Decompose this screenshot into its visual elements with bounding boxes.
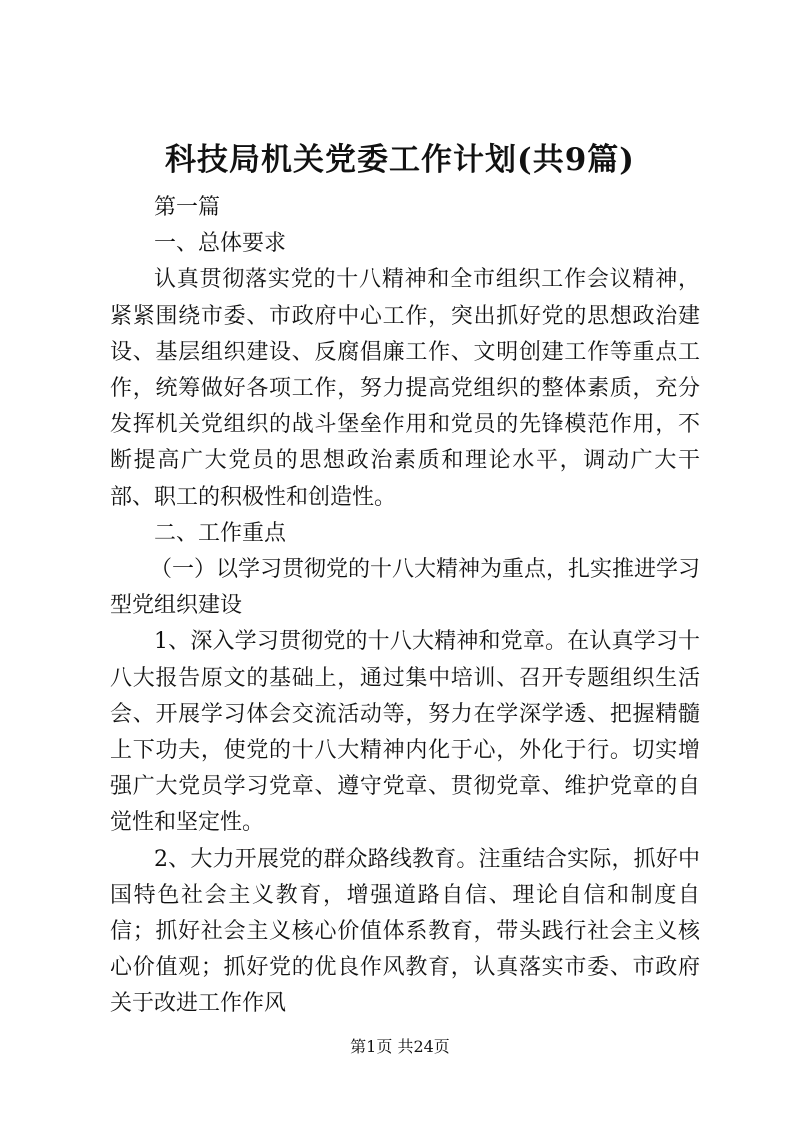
document-body bbox=[110, 190, 700, 1023]
document-title: 科技局机关党委工作计划(共9篇) bbox=[165, 142, 635, 178]
subsection-heading: （一）以学习贯彻党的十八大精神为重点，扎实推进学习型党组织建设 bbox=[110, 557, 701, 619]
section-heading: 一、总体要求 bbox=[154, 231, 287, 257]
section-heading: 第一篇 bbox=[154, 195, 221, 220]
body-paragraph: 1、深入学习贯彻党的十八大精神和党章。在认真学习十八大报告原文的基础上，通过集中培训、召开专题组织生活会、开展学习体会交流活动等，努力在学深学透、把握精髓上下功夫，使党的十八大精神内化于心，外化于行。切实增强广大党员学习党章、遵守党章、贯彻党章、维护党章的自觉性和坚定性。 bbox=[110, 629, 700, 836]
body-paragraph: 认真贯彻落实党的十八精神和全市组织工作会议精神，紧紧围绕市委、市政府中心工作，突出抓好党的思想政治建设、基层组织建设、反腐倡廉工作、文明创建工作等重点工作，统筹做好各项工作，努力提高党组织的整体素质，充分发挥机关党组织的战斗堡垒作用和党员的先锋模范作用，不断提高广大党员的思想政治素质和理论水平，调动广大干部、职工的积极性和创造性。 bbox=[110, 267, 700, 510]
body-paragraph: 2、大力开展党的群众路线教育。注重结合实际，抓好中国特色社会主义教育，增强道路自信、理论自信和制度自信；抓好社会主义核心价值体系教育，带头践行社会主义核心价值观；抓好党的优良作风教育，认真落实市委、市政府关于改进工作作风 bbox=[110, 846, 700, 1017]
section-heading: 二、工作重点 bbox=[154, 520, 287, 546]
page-number: 第1页 共24页 bbox=[350, 1037, 450, 1056]
